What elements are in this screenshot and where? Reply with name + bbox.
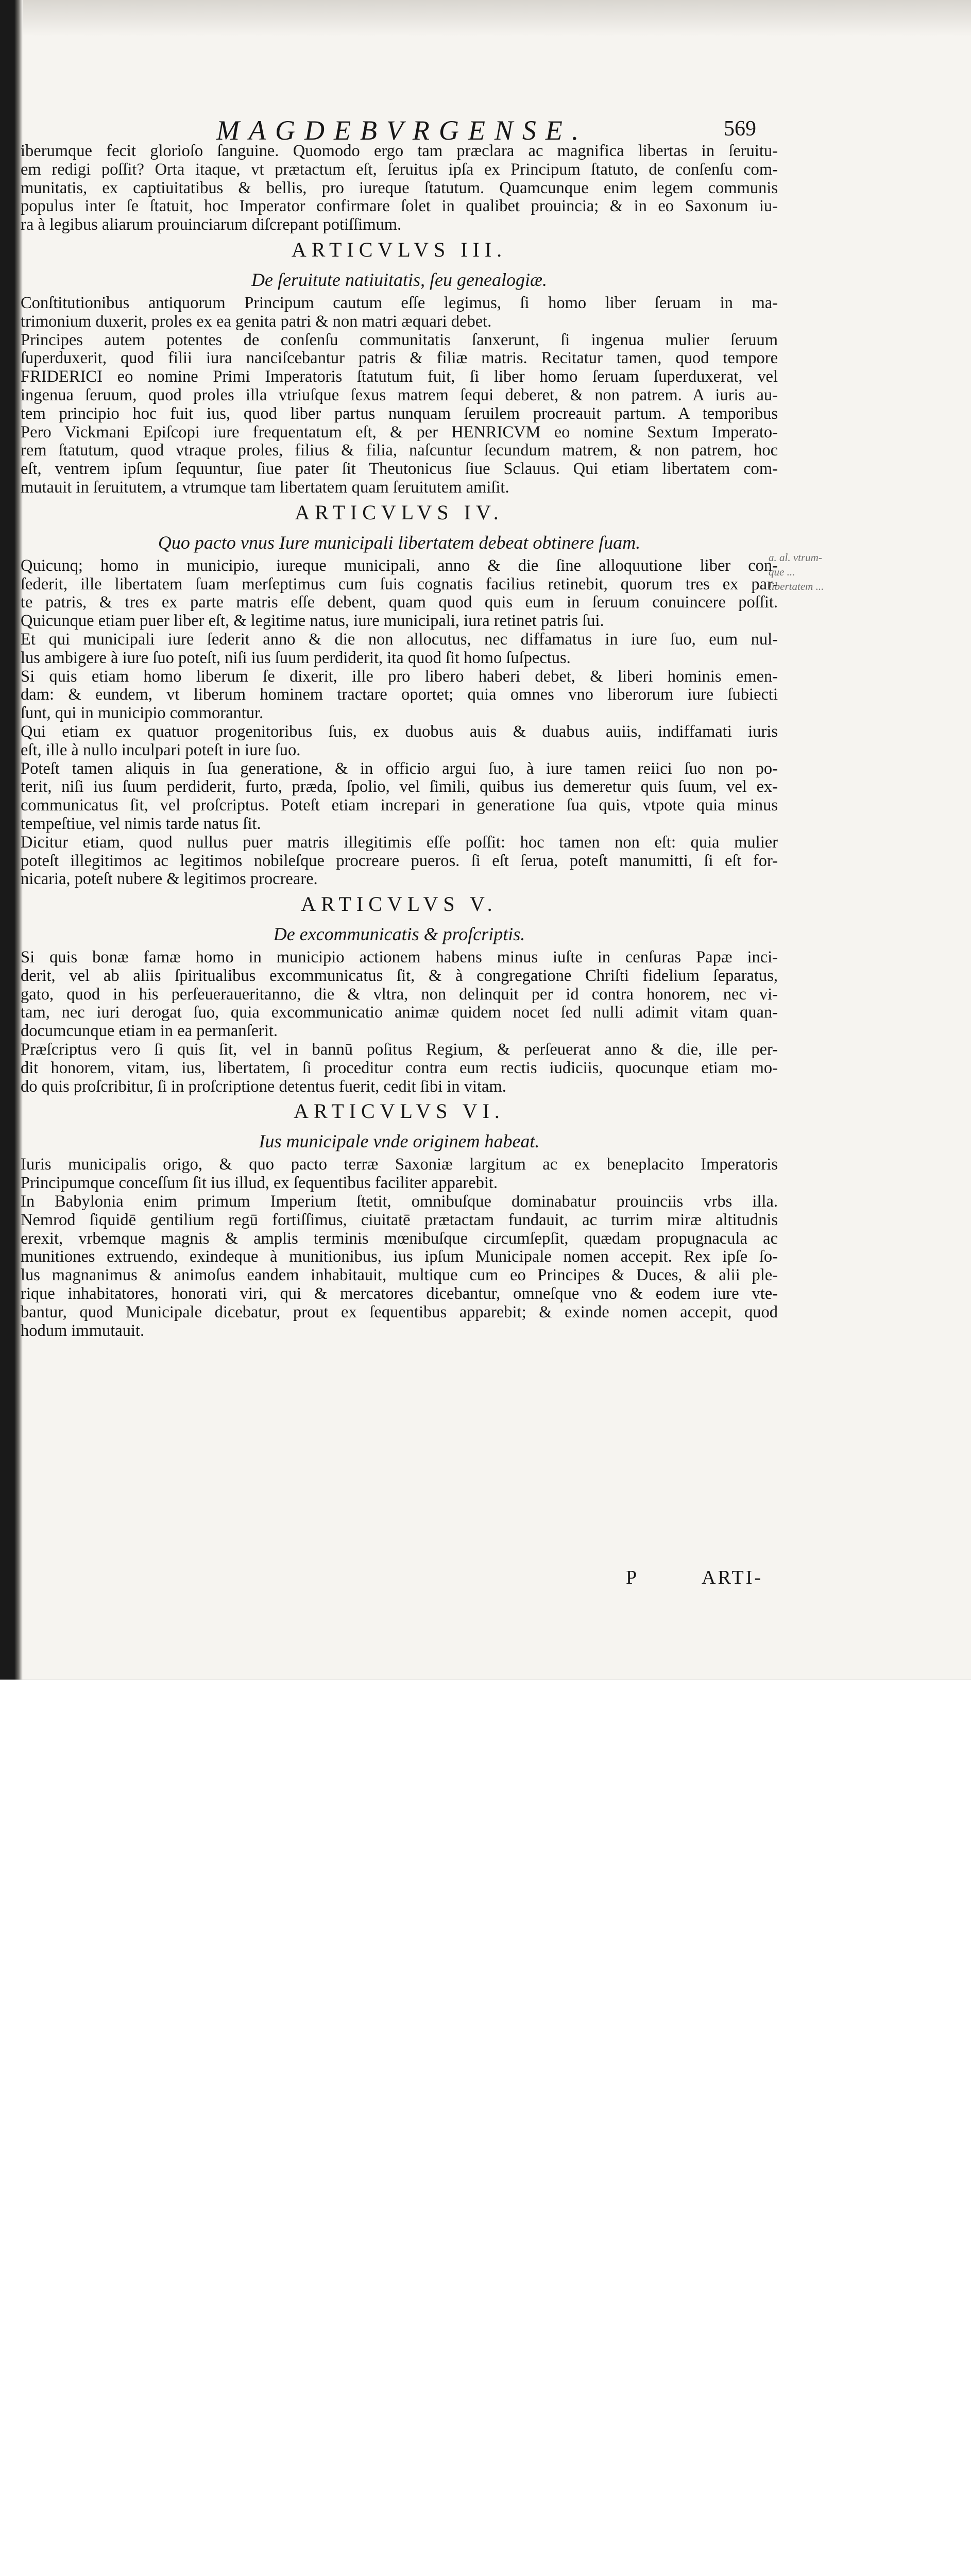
text-line: ſederit, ille libertatem ſuam merſeptimus cum ſuis cognatis facilius retinebit, quorum tres ex par- <box>21 575 778 594</box>
text-line: Quicunque etiam puer liber eſt, & legitime natus, iure municipali, iura retinet patris ſui. <box>21 612 604 631</box>
text-line: lus magnanimus & animoſus eandem inhabitauit, multique cum eo Principes & Duces, & alii ple- <box>21 1266 778 1285</box>
text-line: Quicunq; homo in municipio, iureque municipali, anno & die ſine alloquutione liber con- <box>21 556 778 575</box>
article-4-heading: ARTICVLVS IV. <box>295 500 504 524</box>
intro-paragraph <box>21 142 778 234</box>
scan-edge-top <box>0 0 971 36</box>
text-line: bantur, quod Municipale dicebatur, prout ex ſequentibus apparebit; & exinde nomen accepit, quod <box>21 1303 778 1321</box>
text-line: poteſt illegitimos ac legitimos nobileſque procreare pueros. ſi eſt ſerua, poteſt manumitti, ſi eſt for- <box>21 852 778 870</box>
article-6-heading: ARTICVLVS VI. <box>294 1099 505 1123</box>
text-line: munitatis, ex captiuitatibus & bellis, pro iureque ſtatutum. Quamcunque enim legem communis <box>21 179 778 197</box>
text-line: Poteſt tamen aliquis in ſua generatione, & in officio argui ſuo, à iure tamen reiici ſuo non po- <box>21 759 778 778</box>
text-line: mutauit in ſeruitutem, a vtrumque tam libertatem quam ſeruitutem amiſit. <box>21 478 509 497</box>
text-line: em redigi poſſit? Orta itaque, vt prætactum eſt, ſeruitus ipſa ex Principum ſtatuto, de conſenſu com- <box>21 160 778 179</box>
text-line: te patris, & tres ex parte matris eſſe debent, quam quod quis eum in ſeruum conuincere poſſit. <box>21 594 778 612</box>
text-line: Iuris municipalis origo, & quo pacto terræ Saxoniæ largitum ac ex beneplacito Imperatoris <box>21 1156 778 1174</box>
text-line: Conſtitutionibus antiquorum Principum cautum eſſe legimus, ſi homo liber ſeruam in ma- <box>21 294 778 312</box>
text-line: ſuperduxerit, quod filii iura nanciſcebantur patris & filiæ matris. Recitatur tamen, quod tempore <box>21 349 778 368</box>
article-5-body <box>21 948 778 1096</box>
text-line: Principes autem potentes de conſenſu communitatis ſanxerunt, ſi ingenua mulier ſeruum <box>21 331 778 349</box>
text-line: communicatus ſit, vel proſcriptus. Poteſt etiam increpari in generatione ſua quis, vtpote quia minus <box>21 796 778 815</box>
text-line: tam, nec iuri derogat ſuo, quia excommunicatio animæ quidem nocet ſed nulli adimit vitam quan- <box>21 1004 778 1022</box>
text-line: Si quis bonæ famæ homo in municipio actionem habens minus iuſte in cenſuras Papæ inci- <box>21 948 778 967</box>
text-line: nicaria, poteſt nubere & legitimos procreare. <box>21 870 318 889</box>
article-3-title: De ſeruitute natiuitatis, ſeu genealogiæ. <box>251 269 547 290</box>
text-line: tem principio hoc fuit ius, quod liber partus nunquam ſeruilem procreauit partum. A temporibus <box>21 404 778 423</box>
text-line: derit, vel ab aliis ſpiritualibus excommunicatus ſit, & à congregatione Chriſti fidelium ſeparatus, <box>21 967 778 985</box>
text-line: erexit, vrbemque magnis & amplis terminis mœnibuſque circumſepſit, quædam propugnacula ac <box>21 1229 778 1248</box>
article-4-body <box>21 557 778 889</box>
article-5-heading: ARTICVLVS V. <box>301 892 498 916</box>
text-line: populus inter ſe ſtatuit, hoc Imperator confirmare ſolet in qualibet prouincia; & in eo Saxonum iu- <box>21 197 778 216</box>
text-line: rem ſtatutum, quod vtraque proles, filius & filia, naſcuntur ſecundum matrem, & non patrem, hoc <box>21 442 778 460</box>
margin-note: a. al. vtrum- que ... libertatem ... <box>769 551 824 592</box>
text-line: Principumque conceſſum ſit ius illud, ex ſequentibus faciliter apparebit. <box>21 1174 498 1193</box>
text-line: ingenua ſeruum, quod proles illa vtriuſque ſexus matrem ſequi deberet, & non patrem. A iuris au- <box>21 386 778 404</box>
text-line: do quis proſcribitur, ſi in proſcriptione detentus fuerit, cedit ſibi in vitam. <box>21 1077 506 1096</box>
text-line: Dicitur etiam, quod nullus puer matris illegitimis eſſe poſſit: hoc tamen non eſt: quia mulier <box>21 833 778 852</box>
text-line: dam: & eundem, vt liberum hominem tractare oportet; quia omnes vno liberorum iure ſubiecti <box>21 686 778 704</box>
text-line: terit, niſi ius ſuum perdiderit, furto, præda, ſpolio, vel ſimili, quibus ius demeretur quis ſuum, vel ex- <box>21 778 778 796</box>
text-line: dit honorem, vitam, ius, libertatem, ſi proceditur contra eum rectis iudiciis, quocunque etiam mo- <box>21 1059 778 1077</box>
scan-edge-left <box>0 0 23 1680</box>
viewer-footer <box>0 1680 971 1775</box>
text-block <box>21 142 778 1340</box>
text-line: tempeſtiue, vel nimis tarde natus ſit. <box>21 815 261 833</box>
signature-mark: P <box>626 1567 637 1588</box>
article-5-title: De excommunicatis & proſcriptis. <box>273 924 525 945</box>
article-3-body <box>21 294 778 497</box>
text-line: lus ambigere à iure ſuo poteſt, niſi ius ſuum perdiderit, ita quod ſit homo ſuſpectus. <box>21 649 571 667</box>
article-3-heading: ARTICVLVS III. <box>291 238 507 261</box>
text-line: Pero Vickmani Epiſcopi iure frequentatum eſt, & per HENRICVM eo nomine Sextum Imperato- <box>21 423 778 442</box>
text-line: Qui etiam ex quatuor progenitoribus ſuis, ex duobus auis & duabus auiis, indiffamati iuris <box>21 722 778 741</box>
running-head: MAGDEBVRGENSE. <box>216 115 588 146</box>
text-line: documcunque etiam in ea permanſerit. <box>21 1022 278 1041</box>
text-line: Si quis etiam homo liberum ſe dixerit, ille pro libero haberi debet, & liberi hominis emen- <box>21 667 778 686</box>
text-line: trimonium duxerit, proles ex ea genita patri & non matri æquari debet. <box>21 312 492 331</box>
text-line: iberumque fecit glorioſo ſanguine. Quomodo ergo tam præclara ac magnifica libertas in ſeruitu- <box>21 142 778 160</box>
text-line: ra à legibus aliarum prouinciarum diſcrepant potiſſimum. <box>21 216 402 234</box>
text-line: ſunt, qui in municipio commorantur. <box>21 704 264 723</box>
article-6-body <box>21 1156 778 1340</box>
page-number: 569 <box>724 117 756 141</box>
text-line: eſt, ille à nullo inculpari poteſt in iure ſuo. <box>21 741 301 759</box>
text-line: Et qui municipali iure ſederit anno & die non allocutus, nec diffamatus in iure ſuo, eum nul- <box>21 630 778 649</box>
text-line: Nemrod ſiquidē gentilium regū fortiſſimus, ciuitatē prætactam fundauit, ac turrim miræ altitudnis <box>21 1211 778 1229</box>
text-line: Præſcriptus vero ſi quis ſit, vel in bannū poſitus Regium, & perſeuerat anno & die, ille per- <box>21 1041 778 1059</box>
text-line: rique inhabitatores, honorati viri, qui & mercatores dicebantur, omneſque vno & eodem iure vte- <box>21 1285 778 1303</box>
article-6-title: Ius municipale vnde originem habeat. <box>259 1131 540 1152</box>
text-line: munitiones extruendo, exindeque à munitionibus, ius ipſum Municipale nomen accepit. Rex ipſe ſo- <box>21 1248 778 1266</box>
text-line: eſt, ventrem ipſum ſequuntur, ſiue pater ſit Theutonicus ſiue Sclauus. Qui etiam libertatem com- <box>21 460 778 479</box>
text-line: gato, quod in his perſeueraueritanno, die & vltra, non delinquit per id contra honorem, nec vi- <box>21 985 778 1004</box>
article-4-title: Quo pacto vnus Iure municipali libertatem debeat obtinere ſuam. <box>158 532 641 553</box>
text-line: FRIDERICI eo nomine Primi Imperatoris ſtatutum fuit, ſi liber homo ſeruam ſuperduxerat, vel <box>21 368 778 386</box>
text-line: In Babylonia enim primum Imperium ſtetit, omnibuſque dominabatur prouinciis vrbs illa. <box>21 1193 778 1211</box>
catchword: ARTI- <box>702 1567 763 1588</box>
text-line: hodum immutauit. <box>21 1321 145 1340</box>
